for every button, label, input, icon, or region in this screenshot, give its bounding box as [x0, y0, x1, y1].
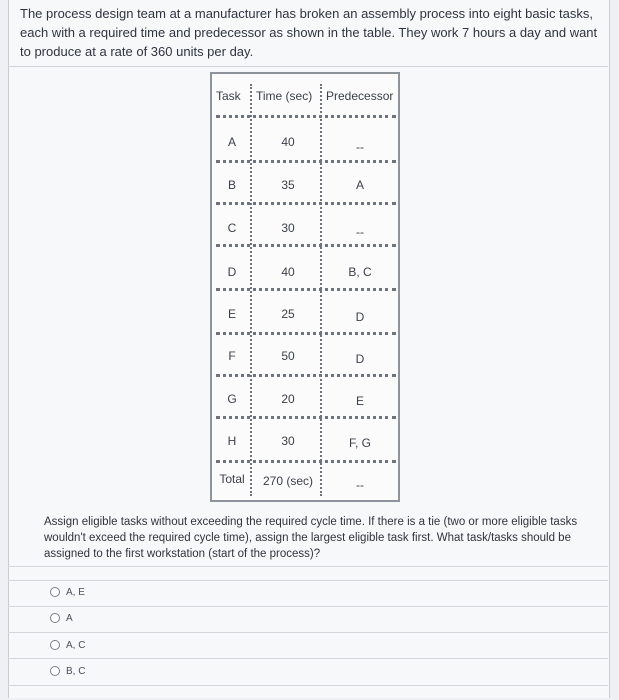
cell-time: 30	[281, 434, 295, 448]
cell-time: 20	[281, 392, 295, 406]
divider	[8, 566, 608, 567]
cell-time: 35	[281, 178, 295, 192]
option-label: A	[66, 612, 73, 624]
cell-time: 40	[281, 265, 295, 279]
task-table	[210, 72, 400, 502]
radio-button[interactable]	[50, 666, 60, 676]
divider	[8, 580, 608, 581]
divider	[8, 658, 608, 659]
answer-option-a-c[interactable]	[50, 637, 85, 653]
header-predecessor: Predecessor	[326, 89, 394, 103]
option-label: B, C	[66, 665, 86, 677]
option-label: A, C	[66, 639, 86, 651]
cell-time: 25	[281, 307, 295, 321]
row-divider	[216, 460, 396, 463]
cell-task: E	[227, 307, 236, 321]
answer-option-b-c[interactable]	[50, 663, 85, 679]
cell-task: A	[227, 135, 236, 149]
cell-predecessor: --	[356, 140, 364, 154]
cell-predecessor: D	[355, 352, 365, 366]
row-divider	[216, 288, 396, 291]
divider	[8, 685, 608, 686]
cell-time: 40	[281, 135, 295, 149]
total-label: Total	[219, 472, 245, 486]
cell-predecessor: B, C	[348, 265, 372, 279]
question-text: Assign eligible tasks without exceeding the required cycle time. If there is a tie (two or more eligible tasks wouldn't exceed the required cycle time), assign the largest eligible task first. What task/tasks should be assigned to the first workstation (start of the process)?	[44, 516, 578, 560]
header-task: Task	[216, 89, 241, 103]
row-divider	[216, 160, 396, 163]
radio-button[interactable]	[50, 640, 60, 650]
answer-option-a-e[interactable]	[50, 584, 85, 600]
row-divider	[216, 332, 396, 335]
row-divider	[216, 374, 396, 377]
cell-task: F	[228, 349, 236, 363]
cell-task: C	[227, 221, 237, 235]
cell-task: G	[227, 392, 237, 406]
cell-predecessor: --	[356, 225, 364, 239]
option-label: A, E	[66, 586, 85, 598]
divider	[8, 632, 608, 633]
problem-statement: The process design team at a manufacturer has broken an assembly process into eight basic tasks, each with a required time and predecessor as shown in the table. They work 7 hours a day and want to produce at a rate of 360 units per day.	[20, 6, 598, 59]
cell-predecessor: A	[355, 178, 364, 192]
row-divider	[216, 244, 396, 247]
answer-option-a[interactable]	[50, 610, 73, 626]
cell-predecessor: D	[355, 310, 365, 324]
cell-task: H	[227, 434, 237, 448]
cell-time: 50	[281, 349, 295, 363]
row-divider	[216, 115, 396, 118]
divider	[8, 606, 608, 607]
row-divider	[216, 416, 396, 419]
header-time: Time (sec)	[256, 89, 313, 103]
cell-predecessor: E	[355, 394, 364, 408]
cell-task: D	[227, 265, 237, 279]
cell-predecessor: F, G	[348, 436, 371, 450]
radio-button[interactable]	[50, 587, 60, 597]
total-time: 270 (sec)	[262, 474, 314, 488]
radio-button[interactable]	[50, 613, 60, 623]
cell-time: 30	[281, 221, 295, 235]
row-divider	[216, 202, 396, 205]
cell-task: B	[227, 178, 236, 192]
divider	[8, 66, 608, 67]
total-predecessor: --	[356, 478, 364, 492]
